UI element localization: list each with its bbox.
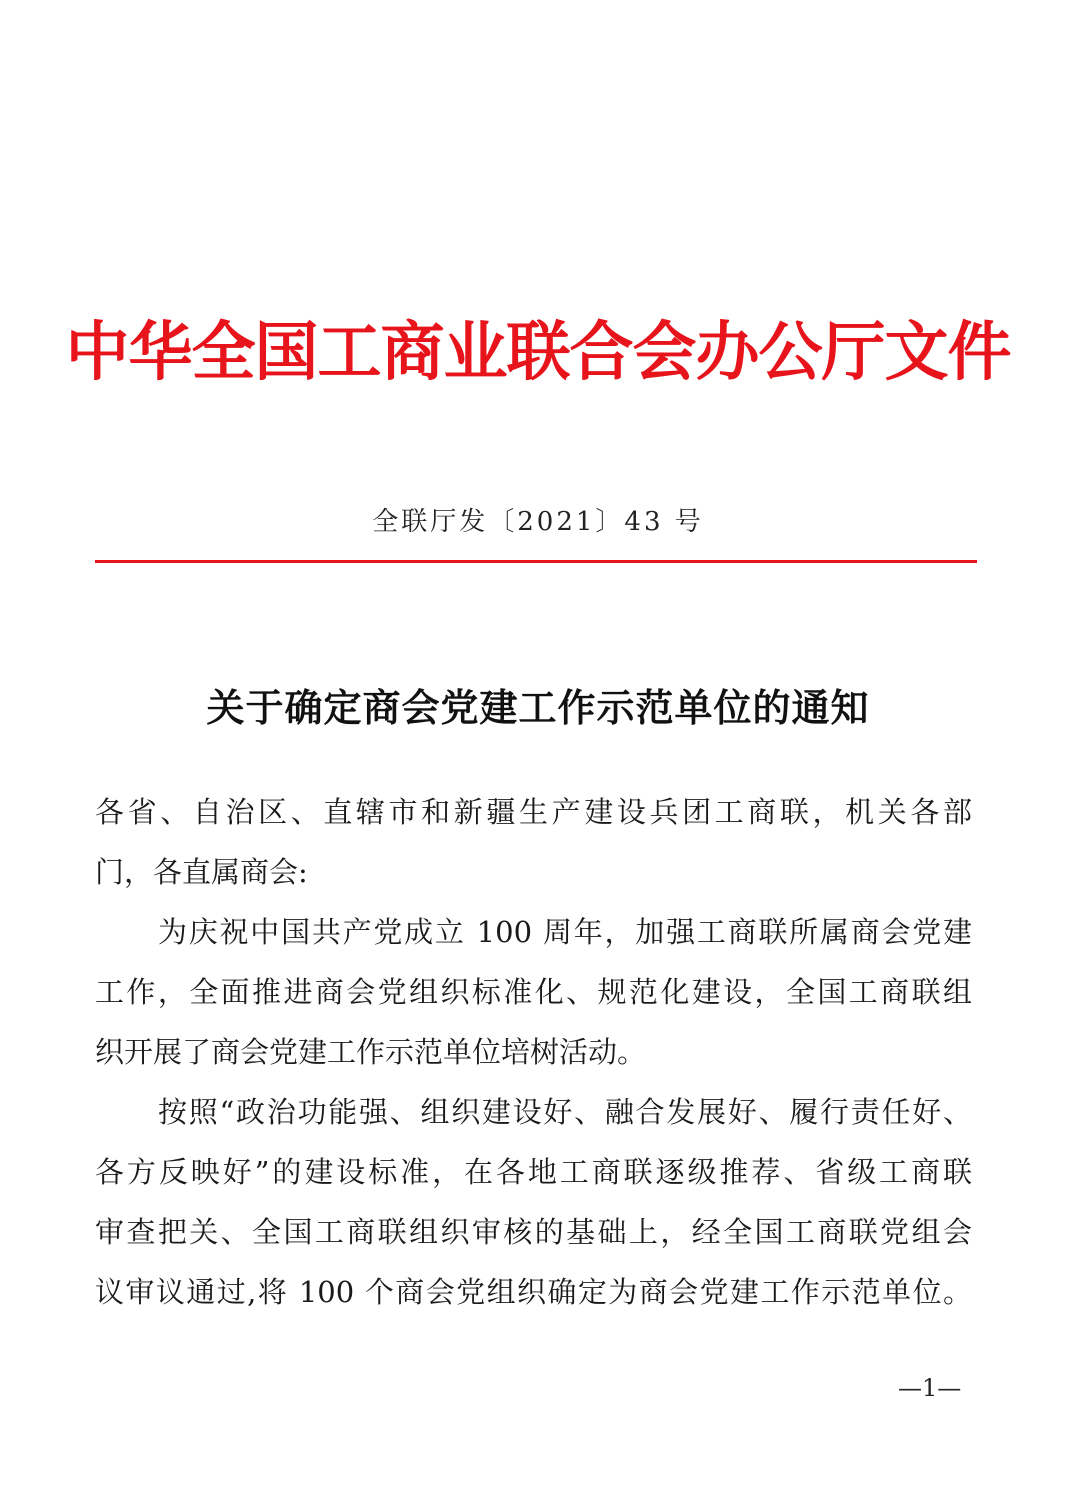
page-number: —1— bbox=[898, 1374, 962, 1402]
body-line: 各省、自治区、直辖市和新疆生产建设兵团工商联，机关各部 bbox=[95, 795, 972, 829]
issuer-header-title: 中华全国工商业联合会办公厅文件 bbox=[65, 316, 1011, 390]
body-line: 各方反映好”的建设标准，在各地工商联逐级推荐、省级工商联 bbox=[95, 1155, 972, 1189]
body-line: 织开展了商会党建工作示范单位培树活动。 bbox=[95, 1035, 647, 1069]
body-line: 门，各直属商会: bbox=[95, 855, 308, 889]
body-line: 议审议通过,将 100 个商会党组织确定为商会党建工作示范单位。 bbox=[95, 1275, 972, 1309]
red-divider-line bbox=[95, 560, 977, 563]
body-line: 为庆祝中国共产党成立 100 周年，加强工商联所属商会党建 bbox=[158, 915, 972, 949]
body-line: 审查把关、全国工商联组织审核的基础上，经全国工商联党组会 bbox=[95, 1215, 972, 1249]
notice-title: 关于确定商会党建工作示范单位的通知 bbox=[206, 685, 870, 730]
body-line: 工作，全面推进商会党组织标准化、规范化建设，全国工商联组 bbox=[95, 975, 972, 1009]
body-line: 按照“政治功能强、组织建设好、融合发展好、履行责任好、 bbox=[158, 1095, 972, 1129]
document-number: 全联厅发〔2021〕43 号 bbox=[372, 507, 704, 537]
